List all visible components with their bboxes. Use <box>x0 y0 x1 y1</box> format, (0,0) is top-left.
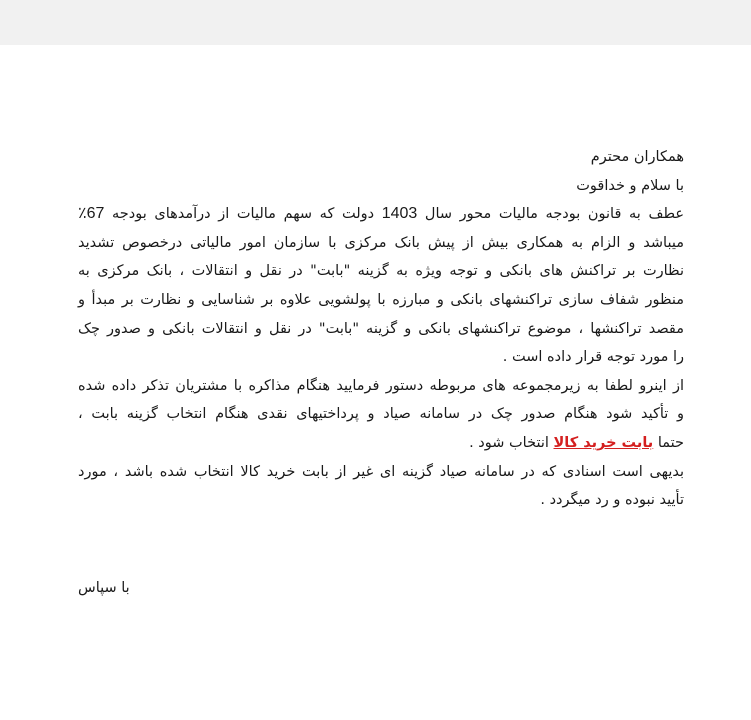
paragraph-2-line-3 <box>78 429 684 458</box>
p1-line1-start: عطف به قانون بودجه مالیات محور سال <box>424 206 685 223</box>
p2-line3-start: حتما <box>657 434 684 451</box>
paragraph-2-line-1: از اینرو لطفا به زیرمجموعه های مربوطه دستور فرمایید هنگام مذاکره با مشتریان تذکر داده شده <box>78 377 684 394</box>
top-bar <box>0 0 751 45</box>
paragraph-3-line-1: بدیهی است اسنادی که در سامانه صیاد گزینه ای غیر از بابت خرید کالا انتخاب شده باشد ، مورد <box>78 463 684 480</box>
p2-line3-end: انتخاب شود . <box>469 434 549 451</box>
tax-share-percent: 67٪ <box>78 205 105 223</box>
paragraph-2-line-2: و تأکید شود هنگام صدور چک در سامانه صیاد و پرداختیهای نقدی هنگام انتخاب گزینه بابت ، <box>78 406 684 423</box>
p1-line1-mid: دولت که سهم مالیات از درآمدهای بودجه <box>112 206 375 223</box>
greeting: با سلام و خداقوت <box>576 177 684 194</box>
salutation: همکاران محترم <box>590 149 684 165</box>
letter-body <box>78 143 684 515</box>
paragraph-3-line-2: تأیید نبوده و رد میگردد . <box>540 492 684 509</box>
paragraph-1-line-6: را مورد توجه قرار داده است . <box>502 349 684 366</box>
paragraph-1-line-4: منظور شفاف سازی تراکنشهای بانکی و مبارزه با پولشویی علاوه بر شناسایی و نظارت بر مبدأ و <box>78 291 684 308</box>
closing-signoff: با سپاس <box>78 580 130 596</box>
paragraph-1-line-5: مقصد تراکنشها ، موضوع تراکنشهای بانکی و گزینه "بابت" در نقل و انتقالات بانکی و صدور چک <box>78 320 684 337</box>
paragraph-1-line-2: میباشد و الزام به همکاری بیش از پیش بانک مرکزی با سازمان امور مالیاتی درخصوص تشدید <box>78 234 684 251</box>
paragraph-1-line-3: نظارت بر تراکنش های بانکی و توجه ویژه به گزینه "بابت" در نقل و انتقالات ، بانک مرکزی به <box>78 263 684 280</box>
highlighted-option-text: بابت خرید کالا <box>553 434 654 451</box>
paragraph-1-line-1 <box>78 200 684 229</box>
budget-year: 1403 <box>381 205 418 223</box>
